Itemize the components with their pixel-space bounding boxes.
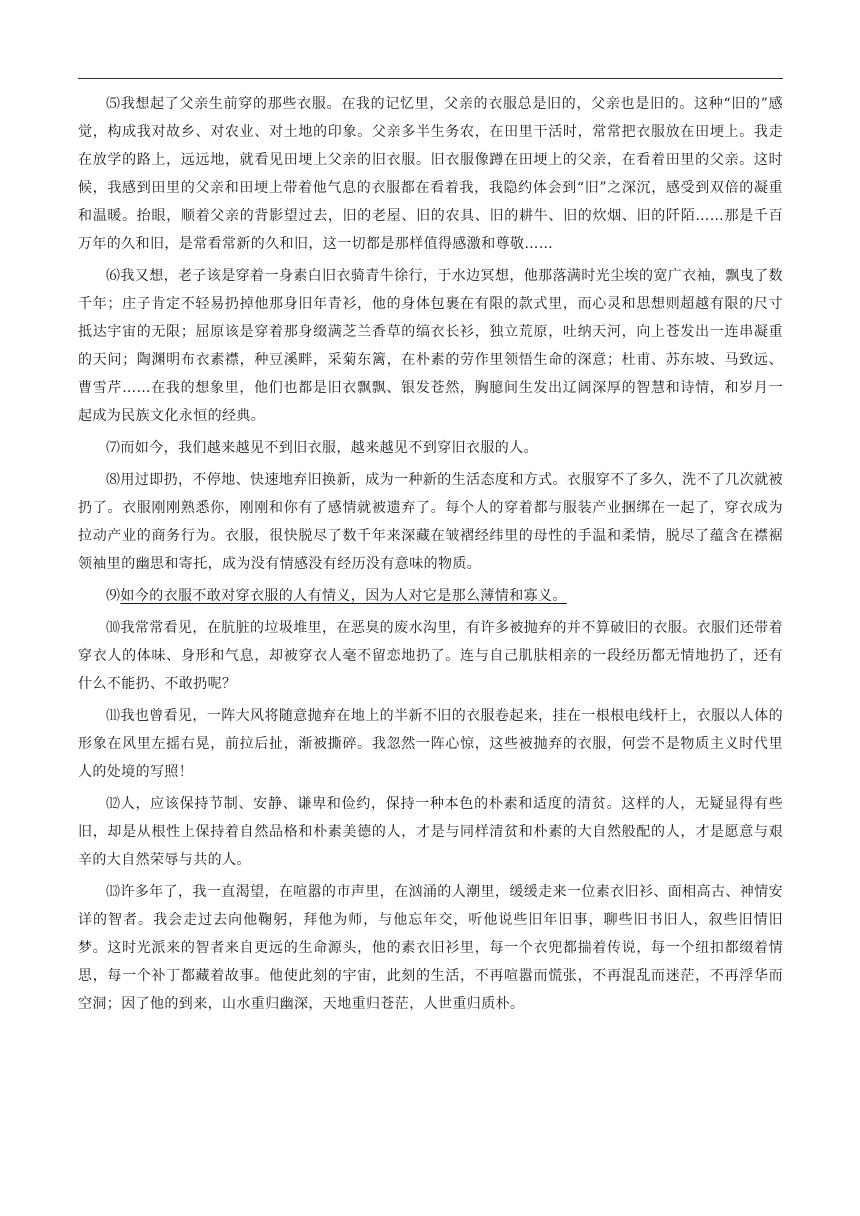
paragraph-11	[78, 702, 783, 786]
paragraph-text: 用过即扔，不停地、快速地弃旧换新，成为一种新的生活态度和方式。衣服穿不了多久，洗不了几次就被扔了。衣服刚刚熟悉你，刚刚和你有了感情就被遗弃了。每个人的穿着都与服装产业捆绑在一起了，穿衣成为拉动产业的商务行为。衣服，很快脱尽了数千年来深藏在皱褶经纬里的母性的手温和柔情，脱尽了蕴含在襟裾领袖里的幽思和寄托，成为没有情感没有经历没有意味的物质。	[78, 472, 783, 572]
underlined-sentence: 如今的衣服不敢对穿衣服的人有情义，因为人对它是那么薄情和寡义。	[120, 588, 567, 604]
paragraph-text: 我想起了父亲生前穿的那些衣服。在我的记忆里，父亲的衣服总是旧的，父亲也是旧的。这种“旧的”感觉，构成我对故乡、对农业、对土地的印象。父亲多半生务农，在田里干活时，常常把衣服放在田埂上。我走在放学的路上，远远地，就看见田埂上父亲的旧衣服。旧衣服像蹲在田埂上的父亲，在看着田里的父亲。这时候，我感到田里的父亲和田埂上带着他气息的衣服都在看着我，我隐约体会到“旧”之深沉，感受到双倍的凝重和温暖。抬眼，顺着父亲的背影望过去，旧的老屋、旧的农具、旧的耕牛、旧的炊烟、旧的阡陌……那是千百万年的久和旧，是常看常新的久和旧，这一切都是那样值得感激和尊敬……	[78, 96, 783, 252]
paragraph-text: 我也曾看见，一阵大风将随意抛弃在地上的半新不旧的衣服卷起来，挂在一根根电线杆上，衣服以人体的形象在风里左摇右晃，前拉后扯，渐被撕碎。我忽然一阵心惊，这些被抛弃的衣服，何尝不是物质主义时代里人的处境的写照！	[78, 708, 783, 780]
paragraph-13	[78, 878, 783, 1018]
paragraph-number: ⑹	[106, 268, 121, 284]
paragraph-8	[78, 466, 783, 578]
paragraph-6	[78, 262, 783, 430]
paragraph-number: ⑿	[106, 796, 121, 812]
paragraph-text: 我又想，老子该是穿着一身素白旧衣骑青牛徐行，于水边冥想，他那落满时光尘埃的宽广衣袖，飘曳了数千年；庄子肯定不轻易扔掉他那身旧年青衫，他的身体包裹在有限的款式里，而心灵和思想则超越有限的尺寸抵达宇宙的无限；屈原该是穿着那身缀满芝兰香草的缟衣长衫，独立荒原，吐纳天河，向上苍发出一连串凝重的天问；陶渊明布衣素襟，种豆溪畔，采菊东篱，在朴素的劳作里领悟生命的深意；杜甫、苏东坡、马致远、曹雪芹……在我的想象里，他们也都是旧衣飘飘、银发苍然，胸臆间生发出辽阔深厚的智慧和诗情，和岁月一起成为民族文化永恒的经典。	[78, 268, 783, 424]
paragraph-number: ⑸	[106, 96, 121, 112]
paragraph-7	[78, 434, 783, 462]
article-body	[78, 90, 783, 1022]
paragraph-text: 许多年了，我一直渴望，在喧嚣的市声里，在汹涌的人潮里，缓缓走来一位素衣旧衫、面相高古、神情安详的智者。我会走过去向他鞠躬，拜他为师，与他忘年交，听他说些旧年旧事，聊些旧书旧人，叙些旧情旧梦。这时光派来的智者来自更远的生命源头，他的素衣旧衫里，每一个衣兜都揣着传说，每一个纽扣都缀着情思，每一个补丁都藏着故事。他使此刻的宇宙，此刻的生活，不再喧嚣而慌张，不再混乱而迷茫，不再浮华而空洞；因了他的到来，山水重归幽深，天地重归苍茫，人世重归质朴。	[78, 884, 783, 1012]
paragraph-10	[78, 614, 783, 698]
paragraph-12	[78, 790, 783, 874]
paragraph-number: ⑾	[106, 708, 121, 724]
paragraph-text: 而如今，我们越来越见不到旧衣服，越来越见不到穿旧衣服的人。	[120, 440, 539, 456]
paragraph-number: ⒀	[106, 884, 121, 900]
paragraph-number: ⑺	[106, 440, 121, 456]
paragraph-number: ⑼	[106, 588, 121, 604]
paragraph-number: ⑻	[106, 472, 121, 488]
paragraph-text: 人，应该保持节制、安静、谦卑和俭约，保持一种本色的朴素和适度的清贫。这样的人，无疑显得有些旧，却是从根性上保持着自然品格和朴素美德的人，才是与同样清贫和朴素的大自然般配的人，才是愿意与艰辛的大自然荣辱与共的人。	[78, 796, 784, 868]
paragraph-9	[78, 582, 783, 610]
paragraph-5	[78, 90, 783, 258]
header-rule	[78, 78, 783, 79]
paragraph-number: ⑽	[106, 620, 121, 636]
paragraph-text: 我常常看见，在肮脏的垃圾堆里，在恶臭的废水沟里，有许多被抛弃的并不算破旧的衣服。衣服们还带着穿衣人的体味、身形和气息，却被穿衣人毫不留恋地扔了。连与自己肌肤相亲的一段经历都无情地扔了，还有什么不能扔、不敢扔呢？	[78, 620, 783, 692]
